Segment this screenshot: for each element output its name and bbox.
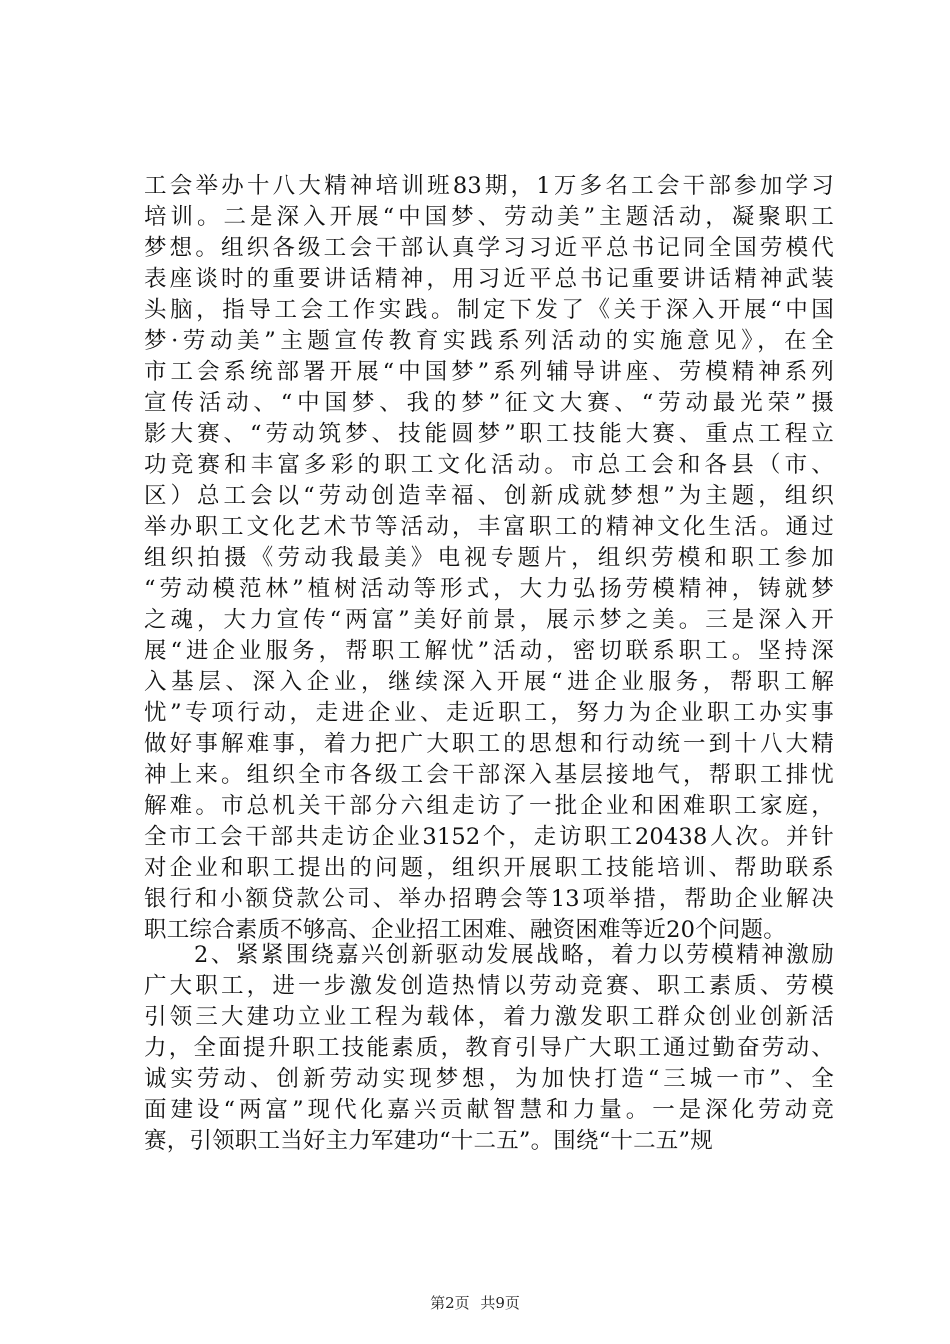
text-line: 头脑，指导工会工作实践。制定下发了《关于深入开展“中国 bbox=[144, 297, 834, 323]
text-line: 赛，引领职工当好主力军建功“十二五”。围绕“十二五”规 bbox=[144, 1128, 713, 1154]
text-line: 梦·劳动美”主题宣传教育实践系列活动的实施意见》，在全 bbox=[144, 328, 834, 354]
text-line: 全市工会干部共走访企业3152个，走访职工20438人次。并针 bbox=[144, 824, 834, 850]
text-line: 工会举办十八大精神培训班83期，1万多名工会干部参加学习 bbox=[144, 173, 834, 199]
page-total: 共9页 bbox=[480, 1294, 520, 1312]
text-line: 引领三大建功立业工程为载体，着力激发职工群众创业创新活 bbox=[144, 1004, 834, 1030]
text-line: 市工会系统部署开展“中国梦”系列辅导讲座、劳模精神系列 bbox=[144, 359, 834, 385]
text-line: 解难。市总机关干部分六组走访了一批企业和困难职工家庭， bbox=[144, 793, 834, 819]
text-line: 举办职工文化艺术节等活动，丰富职工的精神文化生活。通过 bbox=[144, 514, 834, 540]
text-line: 组织拍摄《劳动我最美》电视专题片，组织劳模和职工参加 bbox=[144, 545, 834, 571]
text-line: 2、紧紧围绕嘉兴创新驱动发展战略，着力以劳模精神激励 bbox=[144, 942, 834, 968]
text-line: 诚实劳动、创新劳动实现梦想，为加快打造“三城一市”、全 bbox=[144, 1066, 834, 1092]
text-line: 表座谈时的重要讲话精神，用习近平总书记重要讲话精神武装 bbox=[144, 266, 834, 292]
text-line: 广大职工，进一步激发创造热情以劳动竞赛、职工素质、劳模 bbox=[144, 973, 834, 999]
paragraph-1 bbox=[144, 171, 834, 946]
text-line: 入基层、深入企业，继续深入开展“进企业服务，帮职工解 bbox=[144, 669, 834, 695]
text-line: 展“进企业服务，帮职工解忧”活动，密切联系职工。坚持深 bbox=[144, 638, 834, 664]
text-line: 忧”专项行动，走进企业、走近职工，努力为企业职工办实事 bbox=[144, 700, 834, 726]
text-line: 力，全面提升职工技能素质，教育引导广大职工通过勤奋劳动、 bbox=[144, 1035, 834, 1061]
page-number: 第2页 bbox=[430, 1294, 470, 1312]
text-line: 梦想。组织各级工会干部认真学习习近平总书记同全国劳模代 bbox=[144, 235, 834, 261]
paragraph-2 bbox=[144, 940, 834, 1157]
text-line: 面建设“两富”现代化嘉兴贡献智慧和力量。一是深化劳动竞 bbox=[144, 1097, 834, 1123]
text-line: 对企业和职工提出的问题，组织开展职工技能培训、帮助联系 bbox=[144, 855, 834, 881]
text-line: 职工综合素质不够高、企业招工困难、融资困难等近20个问题。 bbox=[144, 917, 786, 943]
text-line: 宣传活动、“中国梦、我的梦”征文大赛、“劳动最光荣”摄 bbox=[144, 390, 834, 416]
text-line: 神上来。组织全市各级工会干部深入基层接地气，帮职工排忧 bbox=[144, 762, 834, 788]
text-line: 之魂，大力宣传“两富”美好前景，展示梦之美。三是深入开 bbox=[144, 607, 834, 633]
text-line: 区）总工会以“劳动创造幸福、创新成就梦想”为主题，组织 bbox=[144, 483, 834, 509]
text-line: “劳动模范林”植树活动等形式，大力弘扬劳模精神，铸就梦 bbox=[144, 576, 834, 602]
text-line: 影大赛、“劳动筑梦、技能圆梦”职工技能大赛、重点工程立 bbox=[144, 421, 834, 447]
text-line: 做好事解难事，着力把广大职工的思想和行动统一到十八大精 bbox=[144, 731, 834, 757]
page-footer bbox=[0, 1293, 950, 1313]
text-line: 培训。二是深入开展“中国梦、劳动美”主题活动，凝聚职工 bbox=[144, 204, 834, 230]
text-line: 功竞赛和丰富多彩的职工文化活动。市总工会和各县（市、 bbox=[144, 452, 834, 478]
text-line: 银行和小额贷款公司、举办招聘会等13项举措，帮助企业解决 bbox=[144, 886, 834, 912]
